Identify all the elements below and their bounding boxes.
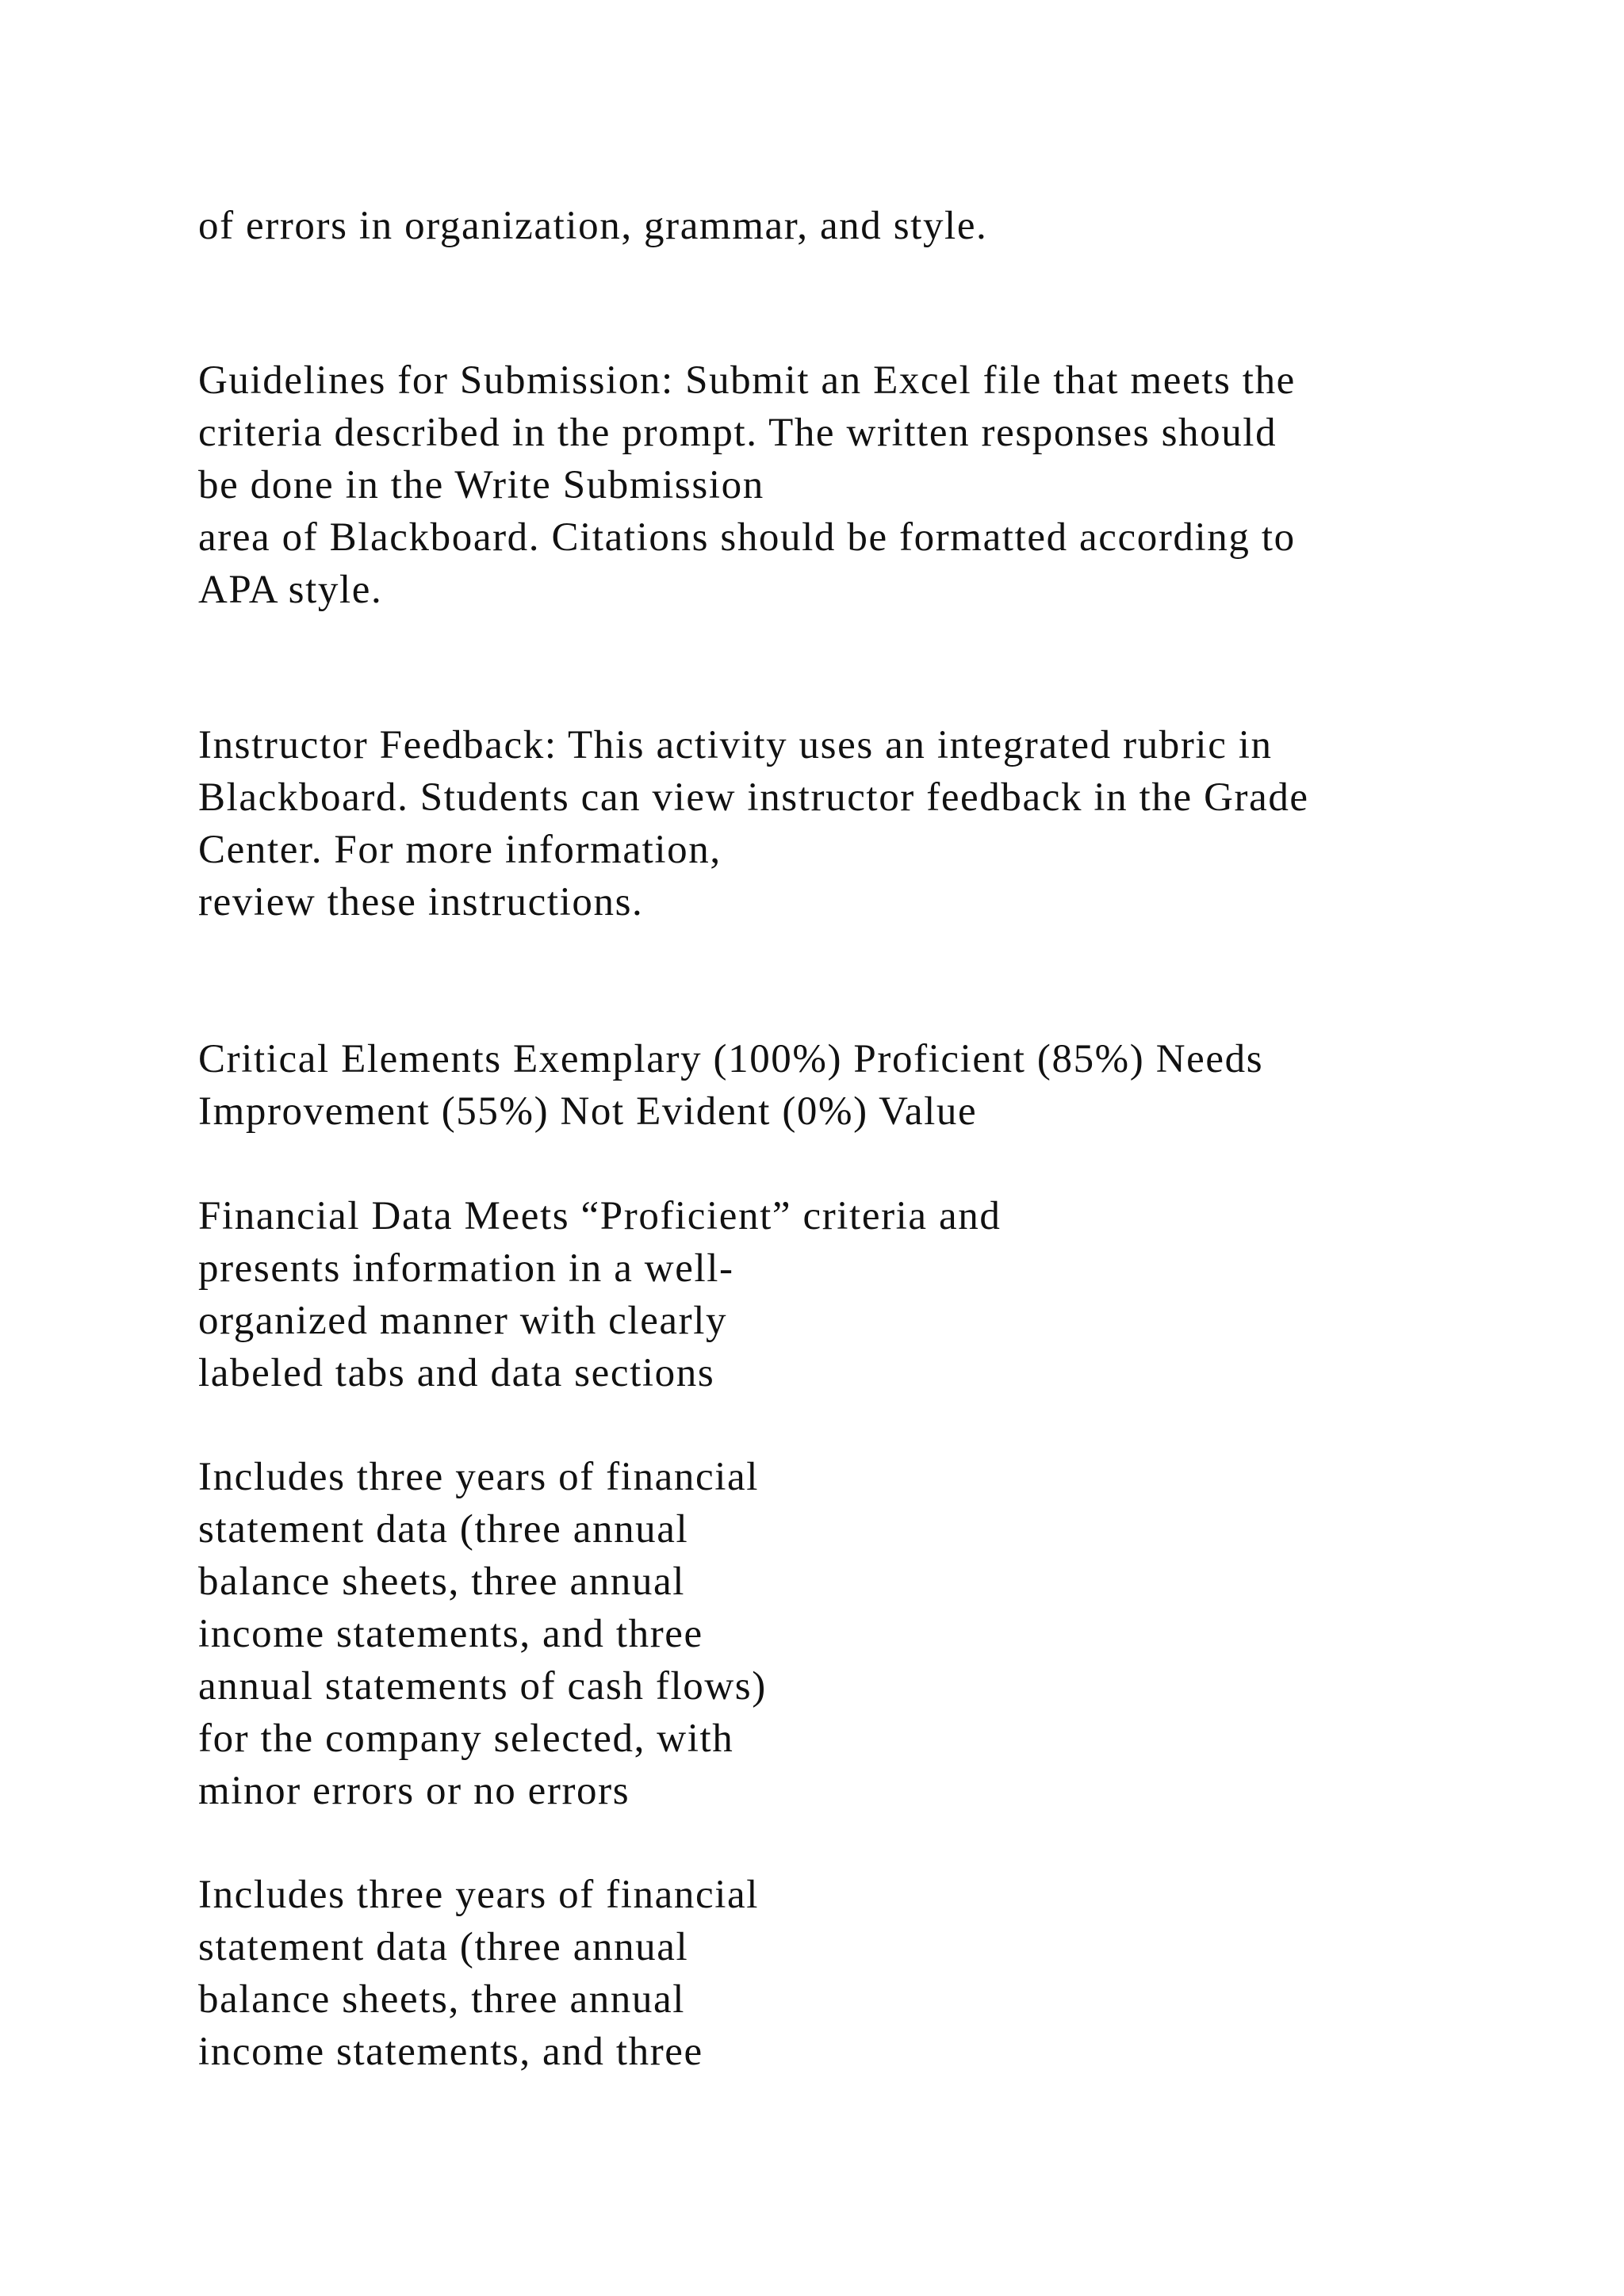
text-line: Instructor Feedback: This activity uses an integrated rubric in — [198, 723, 1273, 767]
text-line: minor errors or no errors — [198, 1769, 630, 1813]
paragraph-closing-criteria — [198, 200, 1546, 252]
text-line: balance sheets, three annual — [198, 1559, 686, 1604]
text-line: organized manner with clearly — [198, 1299, 728, 1343]
text-line: APA style. — [198, 568, 383, 612]
text-line: statement data (three annual — [198, 1925, 689, 1969]
paragraph-three-years-data — [198, 1451, 1546, 1817]
paragraph-rubric-header — [198, 1033, 1546, 1138]
text-line: Guidelines for Submission: Submit an Excel file that meets the — [198, 358, 1296, 403]
text-line: Critical Elements Exemplary (100%) Proficient (85%) Needs — [198, 1037, 1264, 1081]
text-line: annual statements of cash flows) — [198, 1664, 767, 1709]
text-line: balance sheets, three annual — [198, 1977, 686, 2022]
text-line: criteria described in the prompt. The written responses should — [198, 411, 1277, 455]
text-line: Includes three years of financial — [198, 1873, 759, 1917]
text-line: Includes three years of financial — [198, 1455, 759, 1499]
paragraph-financial-data — [198, 1190, 1546, 1399]
text-line: income statements, and three — [198, 1612, 703, 1656]
text-line: Improvement (55%) Not Evident (0%) Value — [198, 1089, 978, 1134]
paragraph-instructor-feedback — [198, 719, 1546, 928]
text-line: presents information in a well- — [198, 1246, 734, 1291]
text-line: Financial Data Meets “Proficient” criteria and — [198, 1194, 1002, 1238]
text-line: labeled tabs and data sections — [198, 1351, 715, 1395]
text-line: be done in the Write Submission — [198, 463, 764, 507]
paragraph-submission-guidelines — [198, 354, 1546, 616]
paragraph-three-years-data-repeat — [198, 1869, 1546, 2078]
text-line: review these instructions. — [198, 880, 644, 924]
text-line: Center. For more information, — [198, 828, 722, 872]
text-line: income statements, and three — [198, 2030, 703, 2074]
text-line: Blackboard. Students can view instructor feedback in the Grade — [198, 775, 1309, 820]
text-line: of errors in organization, grammar, and style. — [198, 204, 988, 248]
text-line: area of Blackboard. Citations should be formatted according to — [198, 515, 1296, 560]
text-line: for the company selected, with — [198, 1716, 734, 1761]
text-line: statement data (three annual — [198, 1507, 689, 1552]
